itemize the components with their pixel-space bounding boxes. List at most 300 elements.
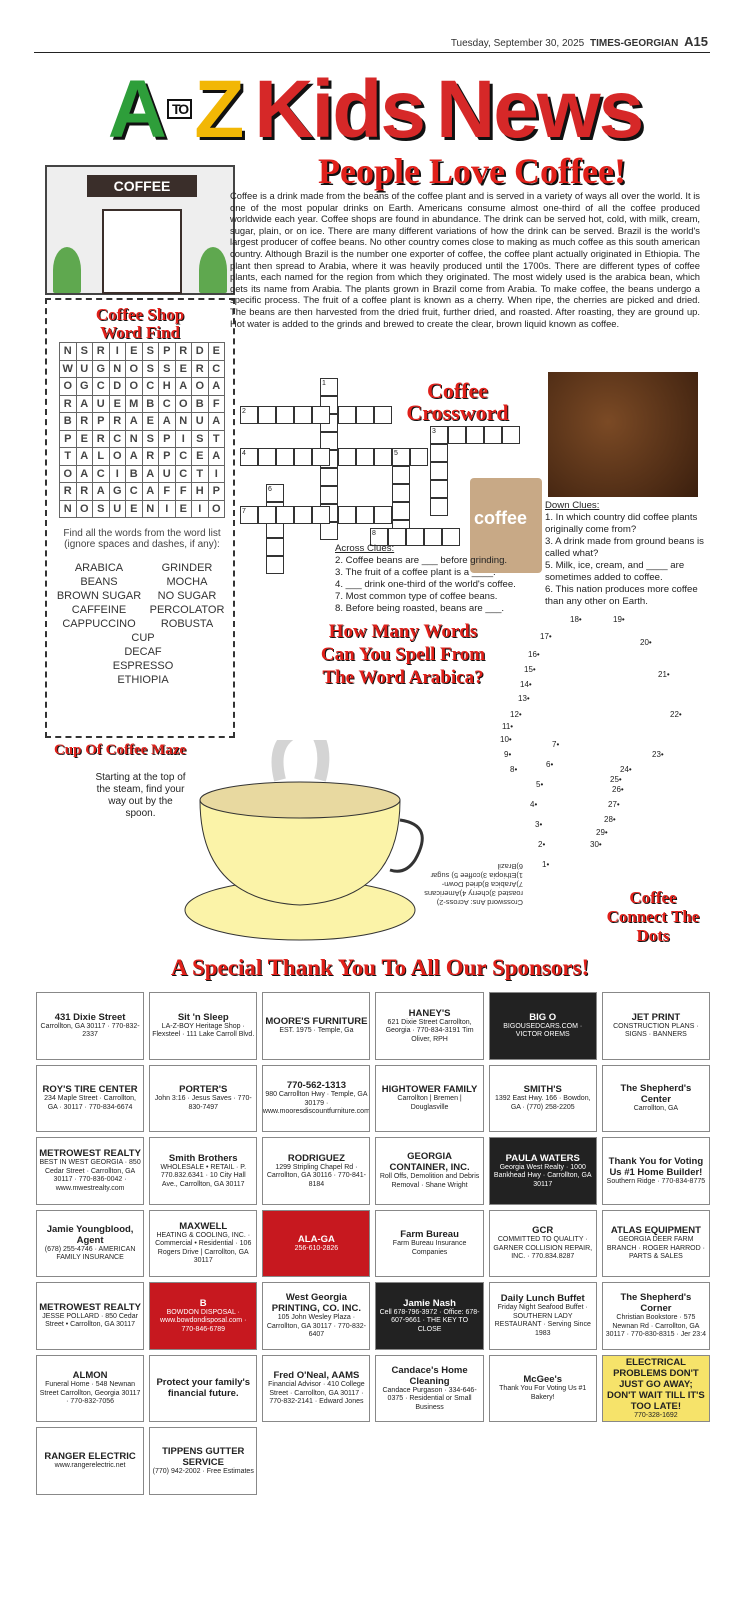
sponsor-ad[interactable] [375, 1210, 483, 1278]
sponsor-ad[interactable] [602, 1282, 710, 1350]
grid-letter: A [208, 378, 225, 396]
sponsor-ad[interactable] [602, 992, 710, 1060]
grid-letter: U [76, 360, 93, 378]
dot-number: 6• [546, 760, 554, 769]
crossword-number: 4 [242, 450, 246, 457]
sponsor-details: GEORGIA DEER FARM BRANCH · ROGER HARROD · PARTS & SALES [606, 1236, 705, 1260]
dot-number: 2• [538, 840, 546, 849]
how-many-words-title: How Many Words Can You Spell From The Word Arabica? [320, 621, 486, 688]
grid-letter: O [109, 448, 126, 466]
crossword-number: 2 [242, 408, 246, 415]
sponsor-name: Fred O'Neal, AAMS [273, 1370, 360, 1381]
cup-label: coffee [474, 508, 528, 528]
word-find-grid [59, 342, 225, 518]
crossword-cell[interactable] [356, 506, 374, 524]
grid-letter: S [192, 430, 209, 448]
grid-letter: O [192, 378, 209, 396]
grid-letter: R [76, 413, 93, 431]
word-find-box [45, 298, 235, 738]
crossword-cell[interactable] [266, 556, 284, 574]
grid-letter: C [93, 465, 110, 483]
grid-letter: P [208, 483, 225, 501]
sponsor-details: Christian Bookstore · 575 Newnan Rd · Carrollton, GA 30117 · 770-830-8315 · Jer 23:4 [605, 1314, 707, 1338]
word-list-item: CAPPUCCINO [62, 618, 136, 630]
dot-number: 10• [500, 735, 512, 744]
crossword-cell[interactable] [410, 448, 428, 466]
grid-letter: I [159, 500, 176, 518]
grid-letter: D [192, 343, 209, 361]
sponsor-ad[interactable] [149, 1355, 257, 1423]
sponsor-details: Cell 678-796-3972 · Office: 678-607-9661 · THE KEY TO CLOSE [379, 1308, 480, 1333]
crossword-cell[interactable] [258, 448, 276, 466]
grid-letter: R [93, 343, 110, 361]
sponsor-ad[interactable] [489, 992, 597, 1060]
grid-letter: L [93, 448, 110, 466]
word-list-item: ROBUSTA [160, 618, 214, 630]
grid-letter: R [142, 448, 159, 466]
grid-letter: P [60, 430, 77, 448]
crossword-number: 5 [394, 450, 398, 457]
sponsor-name: HIGHTOWER FAMILY [381, 1084, 478, 1096]
grid-letter: O [208, 500, 225, 518]
coffee-cup-maze [180, 740, 440, 945]
word-find-instructions: Find all the words from the word list (ignore spaces and dashes, if any): [63, 528, 221, 550]
sponsor-ad[interactable] [375, 1137, 483, 1205]
word-list-item: ETHIOPIA [117, 674, 169, 686]
sponsor-details: 234 Maple Street · Carrollton, GA · 30117 · 770-834-6674 [44, 1095, 136, 1111]
sponsor-name: Smith Brothers [168, 1152, 238, 1164]
crossword-cell[interactable] [312, 448, 330, 466]
grid-letter: I [109, 465, 126, 483]
coffee-shop-illustration [45, 165, 235, 295]
sponsor-name: SMITH'S [523, 1084, 562, 1096]
crossword-cell[interactable] [430, 444, 448, 462]
sponsor-name: Sit 'n Sleep [177, 1011, 229, 1023]
grid-letter: C [159, 395, 176, 413]
sponsor-name: The Shepherd's Corner [620, 1292, 692, 1314]
grid-letter: E [76, 430, 93, 448]
dot-number: 12• [510, 710, 522, 719]
sponsor-ad[interactable] [36, 1210, 144, 1278]
grid-letter: A [76, 395, 93, 413]
grid-letter: I [175, 430, 192, 448]
crossword-cell[interactable] [294, 406, 312, 424]
grid-letter: T [60, 448, 77, 466]
sponsor-name: Protect your family's financial future. [156, 1377, 251, 1400]
sponsor-ad[interactable] [602, 1210, 710, 1278]
crossword-cell[interactable] [338, 448, 356, 466]
grid-letter: O [76, 500, 93, 518]
sponsor-name: Thank You for Voting Us #1 Home Builder! [608, 1155, 704, 1178]
sponsor-details: Friday Night Seafood Buffet · SOUTHERN LADY RESTAURANT · Serving Since 1983 [494, 1304, 591, 1337]
grid-letter: M [126, 395, 143, 413]
sponsor-ad[interactable] [36, 992, 144, 1060]
grid-letter: I [208, 465, 225, 483]
coffee-shop-sign: COFFEE [87, 175, 197, 197]
grid-letter: P [159, 430, 176, 448]
crossword-cell[interactable] [320, 522, 338, 540]
sponsor-ad[interactable] [489, 1137, 597, 1205]
grid-letter: E [208, 343, 225, 361]
grid-letter: A [76, 448, 93, 466]
grid-letter: S [142, 430, 159, 448]
clue: 3. A drink made from ground beans is called what? [545, 536, 704, 559]
sponsor-ad[interactable] [489, 1282, 597, 1350]
paper-name: TIMES-GEORGIAN [590, 38, 679, 49]
crossword-cell[interactable] [312, 506, 330, 524]
sponsor-ad[interactable] [489, 1355, 597, 1423]
header-rule [34, 52, 710, 53]
plant-icon [53, 247, 81, 293]
grid-letter: E [192, 448, 209, 466]
sponsor-details: 621 Dixie Street Carrollton, Georgia · 770-834-3191 Tim Oliver, RPH [385, 1018, 474, 1043]
grid-letter: A [142, 483, 159, 501]
crossword-cell[interactable] [276, 506, 294, 524]
sponsor-ad[interactable] [602, 1355, 710, 1423]
sponsor-name: RODRIGUEZ [287, 1152, 345, 1164]
word-list-item: GRINDER [161, 562, 213, 574]
sponsor-details: Funeral Home · 548 Newnan Street Carrollton, Georgia 30117 · 770-832-7056 [39, 1381, 141, 1405]
word-list-item: PERCOLATOR [149, 604, 225, 616]
grid-letter: H [192, 483, 209, 501]
grid-letter: P [93, 413, 110, 431]
grid-letter: B [142, 395, 159, 413]
crossword-cell[interactable] [356, 406, 374, 424]
sponsor-name: Candace's Home Cleaning [391, 1364, 468, 1387]
sponsor-name: 770-562-1313 [286, 1080, 346, 1091]
word-list-item: MOCHA [166, 576, 208, 588]
sponsor-ad[interactable] [602, 1065, 710, 1133]
coffee-beans-photo [548, 372, 698, 497]
sponsor-ad[interactable] [262, 992, 370, 1060]
sponsor-name: TIPPENS GUTTER SERVICE [162, 1445, 245, 1468]
sponsor-name: HANEY'S [408, 1007, 451, 1019]
crossword-number: 8 [372, 530, 376, 537]
clue: 4. ___ drink one-third of the world's coffee. [335, 579, 516, 590]
sponsor-name: GEORGIA CONTAINER, INC. [389, 1151, 470, 1174]
word-find-title: Coffee Shop Word Find [95, 305, 185, 342]
sponsor-ad[interactable] [149, 992, 257, 1060]
sponsor-ad[interactable] [262, 1137, 370, 1205]
page-headline: People Love Coffee! [318, 151, 626, 191]
sponsor-details: 256-610-2826 [294, 1244, 339, 1252]
sponsor-details: 770-328-1692 [634, 1411, 678, 1419]
sponsor-ad[interactable] [36, 1137, 144, 1205]
sponsor-ad[interactable] [262, 1355, 370, 1423]
grid-letter: S [76, 343, 93, 361]
sponsor-details: HEATING & COOLING, INC. · Commercial • Residential · 106 Rogers Drive | Carrollton, GA 30117 [155, 1231, 252, 1265]
sponsor-details: www.rangerelectric.net [54, 1462, 126, 1469]
dot-number: 20• [640, 638, 652, 647]
across-clues: Across Clues: 2. Coffee beans are ___ before grinding. 3. The fruit of a coffee plant is a ____. 4. ___ drink one-third of the world's coffee. 7. Most common type of coffee beans. 8. Before being roasted, beans are ___. [335, 543, 545, 615]
crossword-number: 7 [242, 508, 246, 515]
sponsor-details: Carrollton, GA 30117 · 770-832-2337 [40, 1022, 140, 1039]
grid-letter: E [142, 413, 159, 431]
grid-letter: A [159, 413, 176, 431]
dot-number: 26• [612, 785, 624, 794]
crossword-cell[interactable] [338, 506, 356, 524]
crossword-cell[interactable] [466, 426, 484, 444]
grid-letter: U [192, 413, 209, 431]
grid-letter: E [126, 500, 143, 518]
dot-number: 1• [542, 860, 550, 869]
crossword-number: 3 [432, 428, 436, 435]
sponsor-ad[interactable] [36, 1355, 144, 1423]
sponsor-details: EST. 1975 · Temple, Ga [279, 1027, 354, 1034]
crossword-cell[interactable] [374, 506, 392, 524]
kids-news-title: A $^{TO}$Z Kids News [107, 64, 643, 155]
sponsor-details: Carrollton, GA [633, 1105, 679, 1112]
grid-letter: U [159, 465, 176, 483]
crossword-title: Coffee Crossword [406, 378, 509, 425]
grid-letter: A [142, 465, 159, 483]
plant-icon [199, 247, 227, 293]
grid-letter: S [93, 500, 110, 518]
sponsor-ad[interactable] [489, 1210, 597, 1278]
crossword-cell[interactable] [374, 448, 392, 466]
dot-number: 8• [510, 765, 518, 774]
sponsor-ad[interactable] [375, 1355, 483, 1423]
issue-date: Tuesday, September 30, 2025 [450, 38, 585, 49]
sponsor-ad[interactable] [262, 1210, 370, 1278]
word-list-item: DECAF [124, 646, 162, 658]
dot-number: 17• [540, 632, 552, 641]
dot-number: 14• [520, 680, 532, 689]
grid-letter: I [109, 343, 126, 361]
crossword-cell[interactable] [338, 406, 356, 424]
grid-letter: A [208, 413, 225, 431]
crossword-number: 6 [268, 486, 272, 493]
grid-letter: F [208, 395, 225, 413]
sponsor-ad[interactable] [375, 992, 483, 1060]
grid-letter: C [208, 360, 225, 378]
crossword-cell[interactable] [484, 426, 502, 444]
crossword-cell[interactable] [312, 406, 330, 424]
grid-letter: E [175, 360, 192, 378]
crossword-cell[interactable] [430, 498, 448, 516]
sponsor-details: Georgia West Realty · 1000 Bankhead Hwy · Carrollton, GA 30117 [493, 1163, 592, 1188]
dot-number: 15• [524, 665, 536, 674]
sponsor-ad[interactable] [149, 1065, 257, 1133]
sponsor-name: GCR [532, 1225, 554, 1236]
connect-dots-figure [480, 610, 710, 940]
clue: 2. Coffee beans are ___ before grinding. [335, 555, 508, 566]
sponsor-details: COMMITTED TO QUALITY · GARNER COLLISION REPAIR, INC. · 770.834.8287 [493, 1236, 593, 1260]
sponsor-ad[interactable] [262, 1282, 370, 1350]
clue: 6. This nation produces more coffee than any other on Earth. [545, 584, 698, 607]
grid-letter: E [175, 500, 192, 518]
to-sign: TO [167, 99, 192, 119]
sponsor-name: JET PRINT [631, 1011, 681, 1023]
sponsor-ad[interactable] [375, 1282, 483, 1350]
grid-letter: E [109, 395, 126, 413]
grid-letter: C [175, 448, 192, 466]
crossword-cell[interactable] [356, 448, 374, 466]
crossword-cell[interactable] [430, 462, 448, 480]
grid-letter: W [60, 360, 77, 378]
grid-letter: G [76, 378, 93, 396]
sponsor-name: METROWEST REALTY [39, 1301, 141, 1313]
crossword-number: 1 [322, 380, 326, 387]
sponsor-name: METROWEST REALTY [39, 1148, 141, 1160]
grid-letter: O [60, 378, 77, 396]
crossword-cell[interactable] [502, 426, 520, 444]
sponsor-details: WHOLESALE • RETAIL · P. 770.832.6341 · 10 City Hall Ave., Carrollton, GA 30117 [160, 1163, 247, 1188]
sponsor-ads-grid [36, 992, 710, 1567]
sponsor-name: MAXWELL [179, 1220, 228, 1232]
grid-letter: C [175, 465, 192, 483]
clue: 5. Milk, ice, cream, and ____ are sometimes added to coffee. [545, 560, 685, 583]
sponsor-name: PORTER'S [179, 1084, 228, 1096]
crossword-cell[interactable] [266, 538, 284, 556]
dot-number: 16• [528, 650, 540, 659]
crossword-cell[interactable] [374, 406, 392, 424]
grid-letter: S [142, 360, 159, 378]
grid-letter: A [126, 448, 143, 466]
dot-number: 28• [604, 815, 616, 824]
crossword-cell[interactable] [276, 448, 294, 466]
sponsors-thank-you: A Special Thank You To All Our Sponsors! [170, 955, 590, 980]
down-clues: Down Clues: 1. In which country did coffee plants originally come from? 3. A drink made from ground beans is called what? 5. Milk, ice, cream, and ____ are sometimes added to coffee. 6. This nation produces more coffee than any other on Earth. [545, 500, 704, 607]
crossword-cell[interactable] [258, 506, 276, 524]
grid-letter: B [192, 395, 209, 413]
grid-letter: F [159, 483, 176, 501]
sponsor-name: RANGER ELECTRIC [44, 1451, 136, 1462]
grid-letter: T [208, 430, 225, 448]
grid-letter: O [60, 465, 77, 483]
grid-letter: C [109, 430, 126, 448]
crossword-cell[interactable] [320, 486, 338, 504]
grid-letter: C [126, 483, 143, 501]
dot-number: 3• [535, 820, 543, 829]
grid-letter: S [142, 343, 159, 361]
grid-letter: A [93, 483, 110, 501]
crossword-cell[interactable] [430, 480, 448, 498]
dot-number: 23• [652, 750, 664, 759]
grid-letter: O [126, 360, 143, 378]
crossword-cell[interactable] [276, 406, 294, 424]
sponsor-name: Jamie Youngblood, Agent [46, 1223, 134, 1246]
grid-letter: N [60, 343, 77, 361]
shop-door-icon [102, 209, 182, 294]
page-number: A15 [684, 34, 708, 49]
grid-letter: C [142, 378, 159, 396]
maze-instructions: Starting at the top of the steam, find your way out by the spoon. [95, 772, 186, 819]
grid-letter: R [192, 360, 209, 378]
sponsor-name: B [199, 1297, 207, 1309]
sponsor-name: ALA-GA [297, 1233, 335, 1245]
word-list [55, 562, 231, 686]
grid-letter: O [126, 378, 143, 396]
sponsor-name: Daily Lunch Buffet [500, 1293, 585, 1305]
sponsor-ad[interactable] [375, 1065, 483, 1133]
grid-letter: T [192, 465, 209, 483]
sponsor-details: CONSTRUCTION PLANS · SIGNS · BANNERS [613, 1022, 699, 1039]
word-list-item: CUP [131, 632, 155, 644]
grid-letter: R [60, 395, 77, 413]
grid-letter: R [76, 483, 93, 501]
grid-letter: U [109, 500, 126, 518]
sponsor-name: ELECTRICAL PROBLEMS DON'T JUST GO AWAY; DON'T WAIT TILL IT'S TOO LATE! [607, 1356, 705, 1412]
sponsor-ad[interactable] [36, 1282, 144, 1350]
dot-number: 9• [504, 750, 512, 759]
sponsor-details: BEST IN WEST GEORGIA · 850 Cedar Street · Carrollton, GA 30117 · 770-836-0042 · www.mwestrealty.com [39, 1159, 141, 1192]
dot-number: 19• [613, 615, 625, 624]
word-list-item: ARABICA [74, 562, 124, 574]
crossword-cell[interactable] [294, 506, 312, 524]
sponsor-name: ALMON [72, 1370, 108, 1381]
grid-letter: A [208, 448, 225, 466]
grid-letter: H [159, 378, 176, 396]
sponsor-name: West Georgia PRINTING, CO. INC. [271, 1292, 361, 1314]
sponsor-details: 980 Carrollton Hwy · Temple, GA 30179 · www.mooresdiscountfurniture.com [262, 1091, 370, 1115]
sponsor-details: (770) 942-2002 · Free Estimates [152, 1467, 254, 1475]
sponsor-ad[interactable] [149, 1282, 257, 1350]
grid-letter: R [175, 343, 192, 361]
dot-number: 22• [670, 710, 682, 719]
coffee-article: Coffee is a drink made from the beans of the coffee plant and is served in a variety of ways all over the world. It is one of the most popular drinks on Earth. Americans consume almost one-third of all the coffee produced worldwide each year. Coffee shops are found in abundance. The drink can be served hot, cold, with milk, cream, sugar, plain, or on ice. There are many different variations of how the drink can be served. Brazil is the world's largest producer of coffee beans. No other country comes close to making as much coffee as this south american country. Although Brazil is the number one exporter of coffee, the coffee plant actually originated in Ethiopia. The plant then spread to Arabia, where it was heavily produced until the 1700s. There are different types of coffee plants, each named for the region from which they originated. The most widely used is the arabica bean, which gets its name from Arabia. The plants grown in Brazil come from Arabia. To make coffee, the beans undergo a specific process. The fruit of a coffee plant is known as a cherry. When ripe, the cherries are picked and dried. The beans are then harvested from the dried fruit, further dried, and roasted. After roasting, they are ground up. Hot water is added to the grinds and brewed to create the clear, brown liquid known as coffee. [230, 190, 700, 329]
grid-letter: N [142, 500, 159, 518]
grid-letter: C [93, 378, 110, 396]
sponsor-name: 431 Dixie Street [54, 1011, 126, 1023]
sponsor-name: The Shepherd's Center [620, 1083, 692, 1105]
dot-number: 21• [658, 670, 670, 679]
sponsor-details: 1299 Stripling Chapel Rd · Carrollton, GA 30116 · 770-841-8184 [266, 1163, 366, 1188]
crossword-cell[interactable] [392, 484, 410, 502]
grid-letter: N [126, 430, 143, 448]
sponsor-ad[interactable] [36, 1065, 144, 1133]
grid-letter: U [93, 395, 110, 413]
sponsor-ad[interactable] [149, 1137, 257, 1205]
grid-letter: G [109, 483, 126, 501]
word-list-item: ESPRESSO [112, 660, 174, 672]
dot-number: 5• [536, 780, 544, 789]
sponsor-name: PAULA WATERS [505, 1152, 580, 1164]
dot-number: 4• [530, 800, 538, 809]
sponsor-ad[interactable] [602, 1137, 710, 1205]
sponsor-ad[interactable] [36, 1427, 144, 1495]
crossword-cell[interactable] [294, 448, 312, 466]
sponsor-ad[interactable] [262, 1065, 370, 1133]
sponsor-name: Farm Bureau [400, 1229, 459, 1241]
dot-number: 24• [620, 765, 632, 774]
grid-letter: B [126, 465, 143, 483]
grid-letter: P [159, 343, 176, 361]
crossword-cell[interactable] [258, 406, 276, 424]
sponsor-details: JESSE POLLARD · 850 Cedar Street • Carrollton, GA 30117 [42, 1312, 138, 1329]
crossword-cell[interactable] [448, 426, 466, 444]
maze-title: Cup Of Coffee Maze [53, 742, 187, 758]
sponsor-ad[interactable] [149, 1210, 257, 1278]
sponsor-details: BOWDON DISPOSAL · www.bowdondisposal.com · 770-846-6789 [160, 1308, 247, 1333]
grid-letter: R [60, 483, 77, 501]
grid-letter: N [109, 360, 126, 378]
clue: 1. In which country did coffee plants originally come from? [545, 512, 698, 535]
sponsor-name: Jamie Nash [403, 1297, 456, 1309]
crossword-cell[interactable] [392, 502, 410, 520]
grid-letter: N [175, 413, 192, 431]
crossword-cell[interactable] [392, 466, 410, 484]
sponsor-name: ROY'S TIRE CENTER [42, 1084, 138, 1096]
sponsor-details: 105 John Wesley Plaza · Carrollton, GA 30117 · 770-832-6407 [266, 1314, 366, 1338]
sponsor-ad[interactable] [149, 1427, 257, 1495]
dot-number: 13• [518, 694, 530, 703]
grid-letter: I [192, 500, 209, 518]
grid-letter: P [159, 448, 176, 466]
crossword-cell[interactable] [320, 468, 338, 486]
word-list-item: BROWN SUGAR [56, 590, 142, 602]
sponsor-ad[interactable] [489, 1065, 597, 1133]
